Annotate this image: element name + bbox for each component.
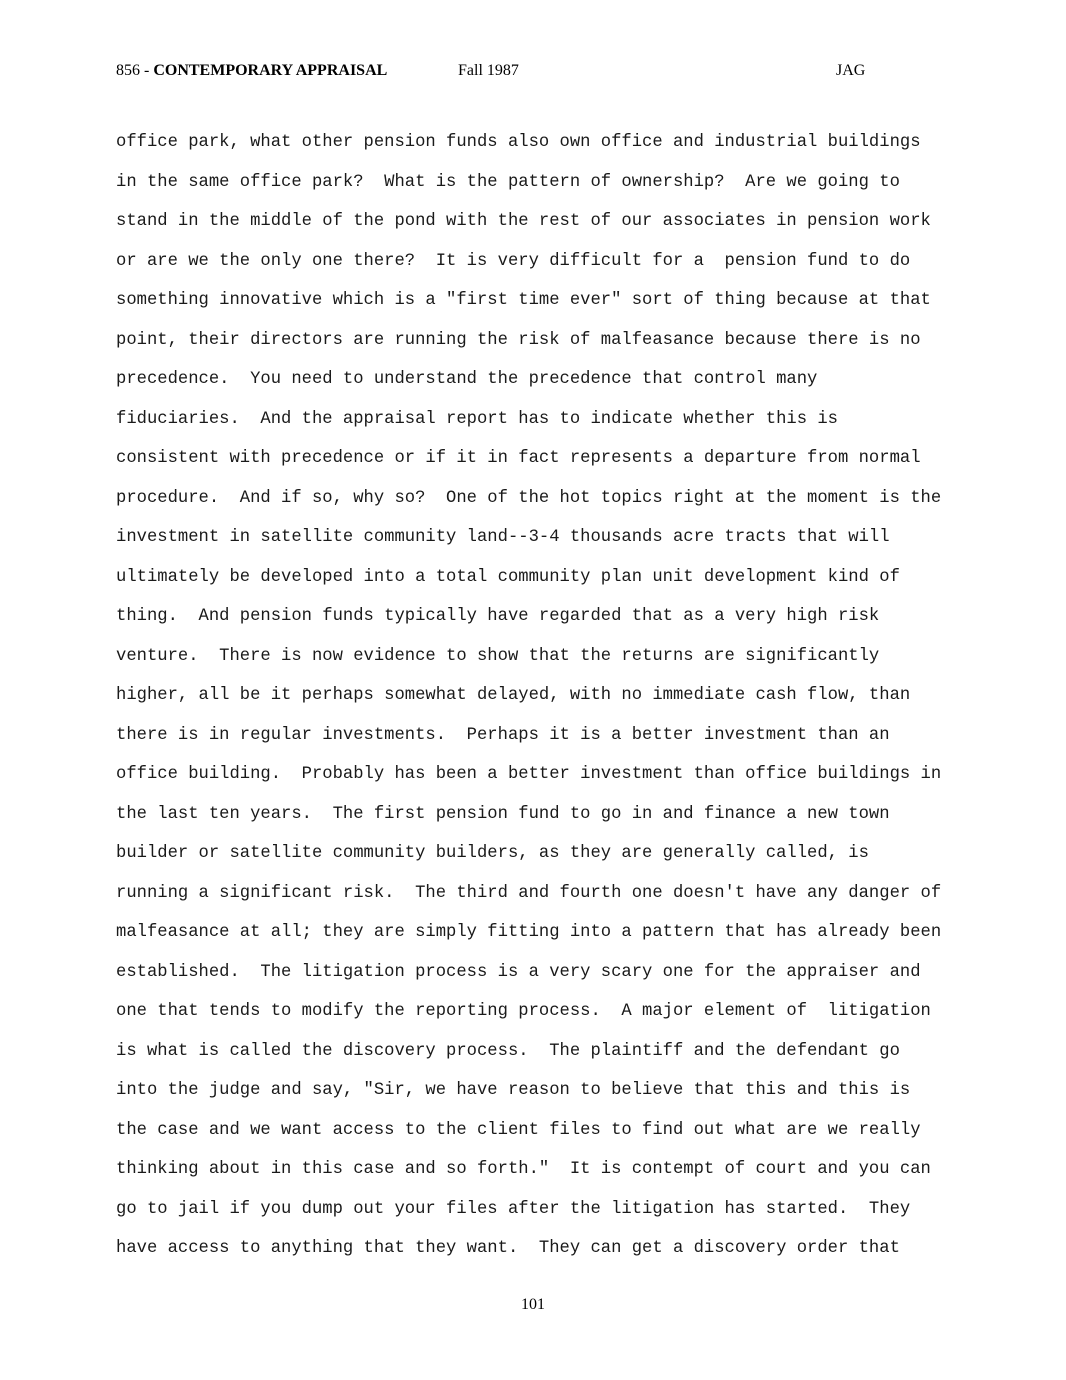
text-line: builder or satellite community builders, as they are generally called, is <box>116 844 869 863</box>
text-line: higher, all be it perhaps somewhat delayed, with no immediate cash flow, than <box>116 686 911 705</box>
text-line: one that tends to modify the reporting process. A major element of litigation <box>116 1002 931 1021</box>
text-line: office park, what other pension funds also own office and industrial buildings <box>116 133 921 152</box>
text-line: thinking about in this case and so forth." It is contempt of court and you can <box>116 1160 931 1179</box>
page-header <box>116 62 876 84</box>
text-line: venture. There is now evidence to show that the returns are significantly <box>116 646 880 666</box>
text-line: there is in regular investments. Perhaps it is a better investment than an <box>116 725 890 745</box>
course-heading <box>116 62 387 80</box>
course-number: 856 - <box>116 62 154 79</box>
text-line: the case and we want access to the client files to find out what are we really <box>116 1120 921 1140</box>
text-line: have access to anything that they want. They can get a discovery order that <box>116 1239 900 1258</box>
text-line: established. The litigation process is a very scary one for the appraiser and <box>116 962 921 982</box>
text-line: procedure. And if so, why so? One of the hot topics right at the moment is the <box>116 488 942 508</box>
text-line: malfeasance at all; they are simply fitting into a pattern that has already been <box>116 923 942 942</box>
course-title: CONTEMPORARY APPRAISAL <box>153 62 388 79</box>
text-line: in the same office park? What is the pattern of ownership? Are we going to <box>116 172 900 192</box>
text-line: running a significant risk. The third and fourth one doesn't have any danger of <box>116 883 942 903</box>
text-line: precedence. You need to understand the precedence that control many <box>116 370 818 389</box>
text-line: or are we the only one there? It is very difficult for a pension fund to do <box>116 251 911 271</box>
text-line: point, their directors are running the risk of malfeasance because there is no <box>116 330 921 350</box>
author-initials: JAG <box>836 62 866 79</box>
text-line: go to jail if you dump out your files after the litigation has started. They <box>116 1199 911 1219</box>
text-line: fiduciaries. And the appraisal report has to indicate whether this is <box>116 409 838 429</box>
text-line: consistent with precedence or if it in fact represents a departure from normal <box>116 449 921 468</box>
text-line: ultimately be developed into a total community plan unit development kind of <box>116 567 900 587</box>
page-number: 101 <box>521 1296 545 1313</box>
text-line: thing. And pension funds typically have regarded that as a very high risk <box>116 607 880 626</box>
text-line: is what is called the discovery process. The plaintiff and the defendant go <box>116 1041 900 1061</box>
text-line: something innovative which is a "first time ever" sort of thing because at that <box>116 291 931 310</box>
text-line: the last ten years. The first pension fund to go in and finance a new town <box>116 804 890 824</box>
text-line: office building. Probably has been a better investment than office buildings in <box>116 765 942 784</box>
text-line: into the judge and say, "Sir, we have reason to believe that this and this is <box>116 1081 911 1100</box>
text-line: investment in satellite community land--3-4 thousands acre tracts that will <box>116 528 890 547</box>
document-body <box>116 123 1016 1269</box>
text-line: stand in the middle of the pond with the rest of our associates in pension work <box>116 212 931 231</box>
term-label: Fall 1987 <box>458 62 519 79</box>
